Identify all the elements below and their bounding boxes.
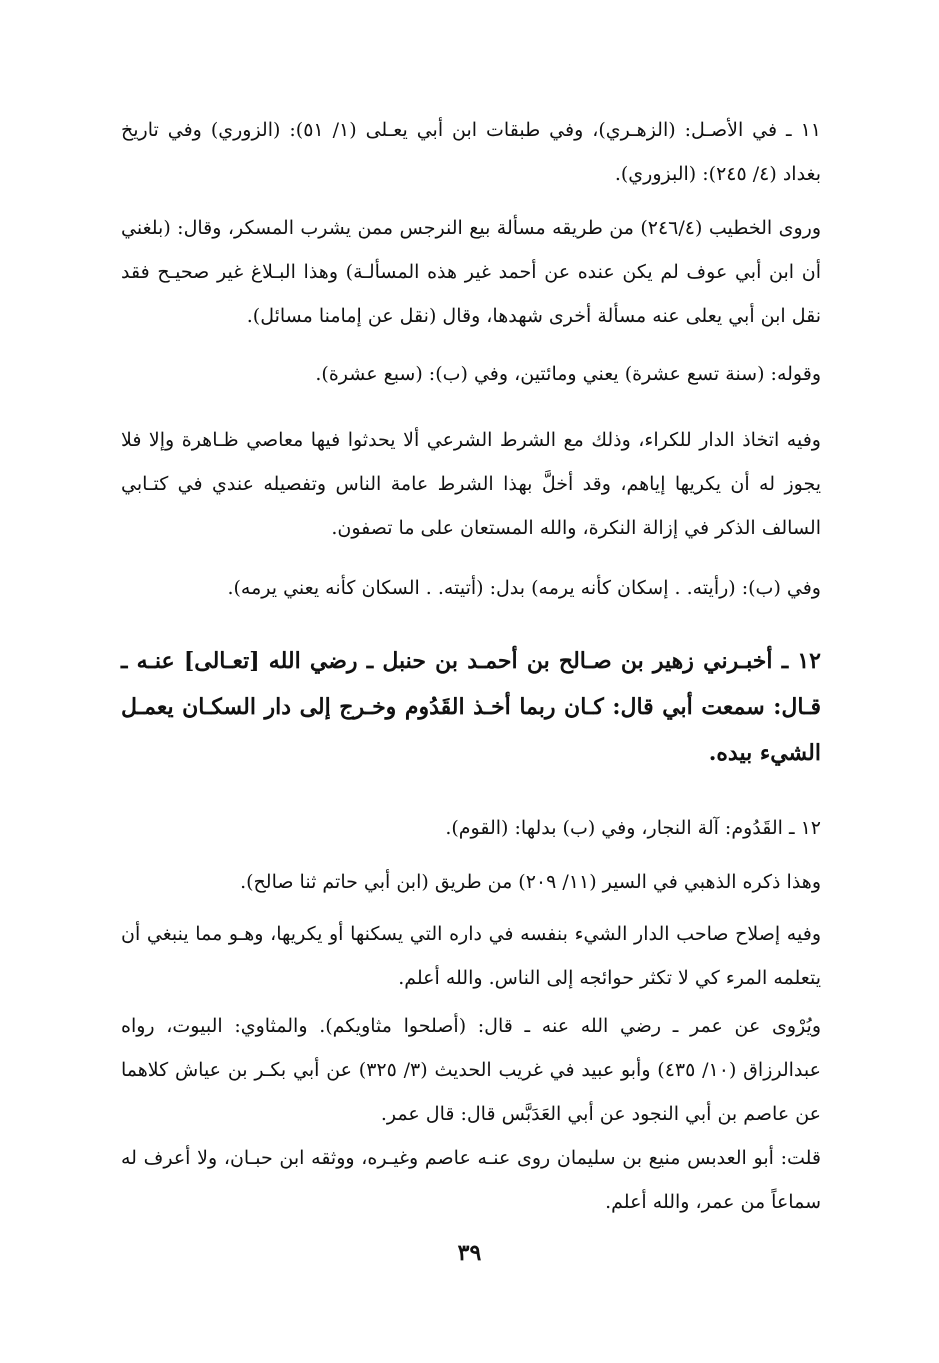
footnote-year: وقوله: (سنة تسع عشرة) يعني ومائتين، وفي (ب): (سبع عشرة). [315, 363, 821, 385]
footnote-khatib: وروى الخطيب (٢٤٦/٤) من طريقه مسألة بيع النرجس ممن يشرب المسكر، وقال: (بلغني أن ابن أبي عوف لم يكن عنده عن أحمد غير هذه المسألـة) وهذا البـلاغ غير صحيـح فقد نقل ابن أبي يعلى عنه مسألة أخرى شهدها، وقال (نقل عن إمامنا مسائل). [121, 217, 821, 327]
footnote-umar: ويُرْوى عن عمر ـ رضي الله عنه ـ قال: (أصلحوا مثاويكم). والمثاوي: البيوت، رواه عبدالرزاق (١٠/ ٤٣٥) وأبو عبيد في غريب الحديث (٣/ ٣٢٥) عن أبي بكـر بن عياش كلاهما عن عاصم بن أبي النجود عن أبي العَدَبَّس قال: قال عمر. [121, 1015, 821, 1125]
footnote-adabbas: قلت: أبو العدبس منيع بن سليمان روى عنـه عاصم وغيـره، ووثقه ابن حبـان، ولا أعرف له سماعاً من عمر، والله أعلم. [121, 1147, 821, 1213]
footnote-12: ١٢ ـ القَدُوم: آلة النجار، وفي (ب) بدلها: (القوم). [445, 817, 821, 839]
footnote-repair: وفيه إصلاح صاحب الدار الشيء بنفسه في داره التي يسكنها أو يكريها، وهـو مما ينبغي أن يتعلمه المرء كي لا تكثر حوائجه إلى الناس. والله أعلم. [121, 923, 821, 989]
footnote-dhahabi: وهذا ذكره الذهبي في السير (١١/ ٢٠٩) من طريق (ابن أبي حاتم ثنا صالح). [240, 871, 821, 893]
footnote-variant: وفي (ب): (رأيته. . إسكان كأنه يرمه) بدل: (أتيته. . السكان كأنه يعني يرمه). [227, 577, 821, 599]
footnote-rent: وفيه اتخاذ الدار للكراء، وذلك مع الشرط الشرعي ألا يحدثوا فيها معاصي ظـاهرة وإلا فلا يجوز له أن يكريها إياهم، وقد أخلَّ بهذا الشرط عامة الناس وتفصيله عندي في كتـابي السالف الذكر في إزالة النكرة، والله المستعان على ما تصفون. [121, 429, 821, 539]
narration-12: ١٢ ـ أخبـرني زهير بن صـالح بن أحمـد بن حنبل ـ رضي الله [تعـالى] عنـه ـ قـال: سمعت أبي قال: كـان ربما أخـذ القَدُوم وخـرج إلى دار السكـان يعمـل الشيء بيده. [121, 648, 821, 766]
page-number: ٣٩ [457, 1240, 482, 1266]
footnote-11: ١١ ـ في الأصـل: (الزهـري)، وفي طبقات ابن أبي يعـلى (١/ ٥١): (الزوري) وفي تاريخ بغداد (٤/ ٢٤٥): (البزوري). [121, 119, 822, 185]
